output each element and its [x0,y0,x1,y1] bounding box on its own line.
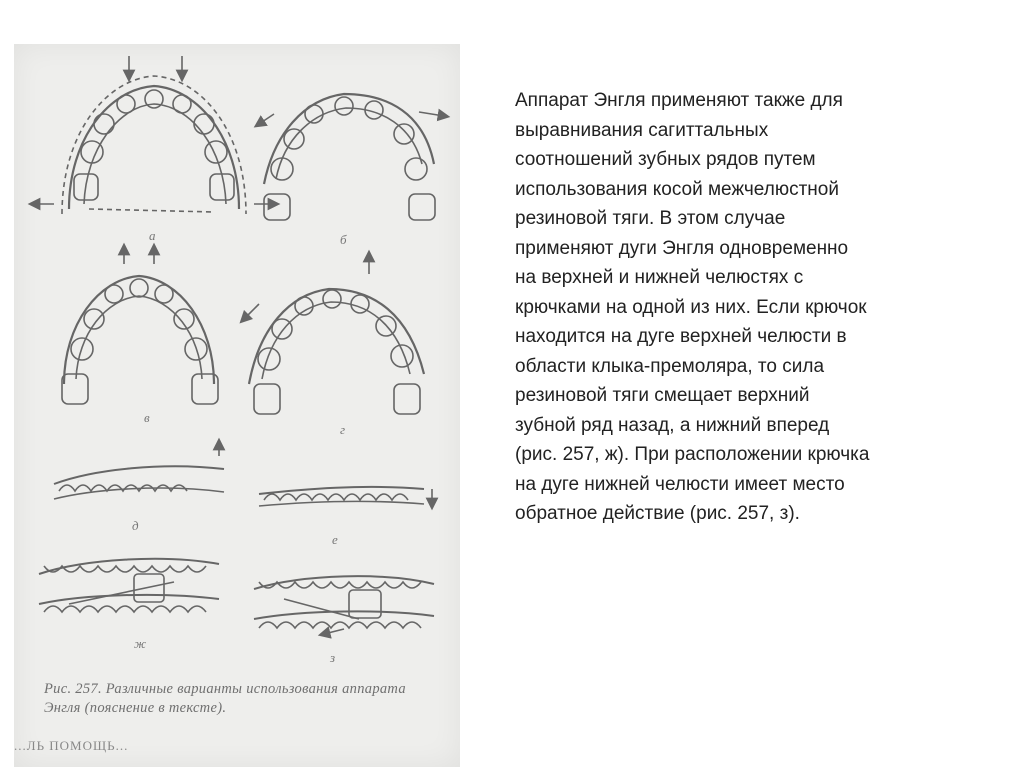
side-view-panel-d [54,444,224,499]
cropped-bottom-text: ...ЛЬ ПОМОЩЬ... [14,738,129,753]
panel-label-g: г [340,422,346,437]
panel-label-d: д [132,518,139,533]
panel-label-a: а [149,228,156,243]
arch-panel-a [34,56,274,214]
figure-image [14,44,460,767]
side-view-panel-z [254,576,434,634]
panel-label-z: з [330,650,336,665]
arch-panel-b [259,94,444,220]
arch-panel-g [244,256,424,414]
arch-panel-v [62,249,218,404]
figure-caption: Рис. 257. Различные варианты использования аппарата Энгля (пояснение в тексте). [44,681,406,716]
main-text-paragraph: Аппарат Энгля применяют также для выравнивания сагиттальных соотношений зубных рядов путем использования косой межчелюстной резиновой тяги. В этом случае применяют дуги Энгля одновременно на верхней и нижней челюстях с крючками на одной из них. Если крючок находится на дуге верхней челюсти в области клыка-премоляра, то сила резиновой тяги смещает верхний зубной ряд назад, а нижний вперед (рис. 257, ж). При расположении крючка на дуге нижней челюсти имеет место обратное действие (рис. 257, з). [515,90,870,524]
panel-label-e: е [332,532,338,547]
panel-label-zh: ж [134,636,147,651]
dental-arch-illustration [14,44,460,767]
panel-label-v: в [144,410,150,425]
side-view-panel-e [259,487,432,506]
side-view-panel-zh [39,559,219,612]
panel-label-b: б [340,232,347,247]
